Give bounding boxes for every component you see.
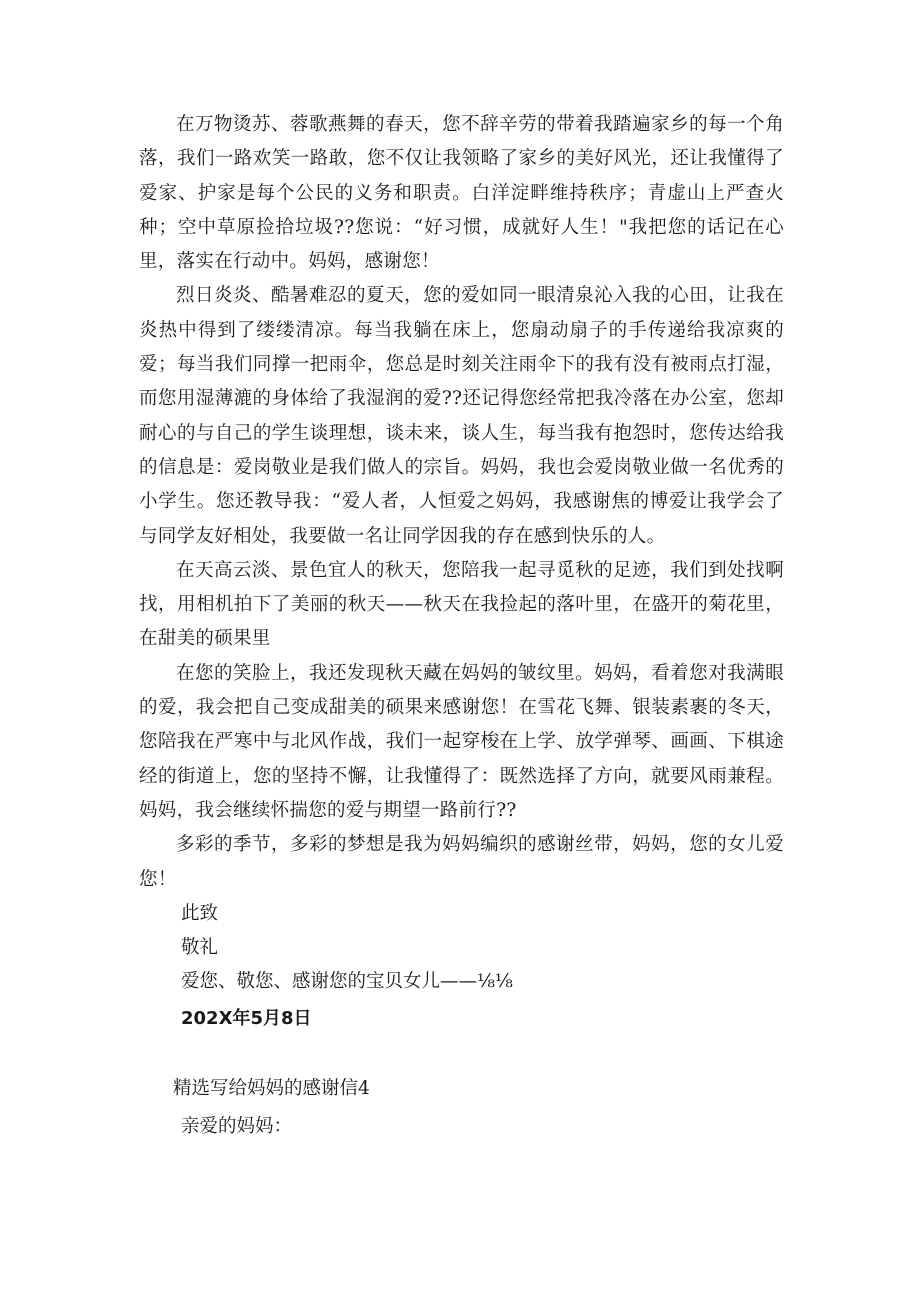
signature: 爱您、敬您、感谢您的宝贝女儿——⅛⅛ xyxy=(181,971,513,993)
paragraph-spring: 在万物烫苏、蓉歌燕舞的春天，您不辞辛劳的带着我踏遍家乡的每一个角落，我们一路欢笑一路敢，您不仅让我领略了家乡的美好风光，还让我懂得了爱家、护家是每个公民的义务和职责。白洋淀畔维持秩序；青虚山上严查火种；空中草原捡拾垃圾??您说：“好习惯，成就好人生！"我把您的话记在心里，落实在行动中。妈妈，感谢您！ xyxy=(139,114,784,273)
section-title: 精选写给妈妈的感谢信4 xyxy=(173,1077,370,1099)
salutation: 亲爱的妈妈： xyxy=(181,1115,293,1137)
paragraph-winter: 在您的笑脸上，我还发现秋天藏在妈妈的皱纹里。妈妈，看着您对我满眼的爱，我会把自己变成甜美的硕果来感谢您！在雪花飞舞、银装素裹的冬天，您陪我在严寒中与北风作战，我们一起穿梭在上学、放学弹琴、画画、下棋途经的街道上，您的坚持不懈，让我懂得了：既然选择了方向，就要风雨兼程。妈妈，我会继续怀揣您的爱与期望一路前行?? xyxy=(139,662,784,821)
paragraph-summer: 烈日炎炎、酷暑难忍的夏天，您的爱如同一眼清泉沁入我的心田，让我在炎热中得到了缕缕清凉。每当我躺在床上，您扇动扇子的手传递给我凉爽的爱；每当我们同撑一把雨伞，您总是时刻关注雨伞下的我有没有被雨点打湿，而您用湿薄漉的身体给了我湿润的爱??还记得您经常把我冷落在办公室，您却耐心的与自己的学生谈理想，谈未来，谈人生，每当我有抱怨时，您传达给我的信息是：爱岗敬业是我们做人的宗旨。妈妈，我也会爱岗敬业做一名优秀的小学生。您还教导我：“爱人者，人恒爱之妈妈，我感谢焦的博爱让我学会了与同学友好相处，我要做一名让同学因我的存在感到快乐的人。 xyxy=(139,285,784,547)
paragraph-autumn: 在天高云淡、景色宜人的秋天，您陪我一起寻觅秋的足迹，我们到处找啊找，用相机拍下了美丽的秋天——秋天在我捡起的落叶里，在盛开的菊花里，在甜美的硕果里 xyxy=(139,559,784,650)
letter-body xyxy=(139,108,784,1144)
closing-line-1: 此致 xyxy=(181,902,219,924)
letter-date: 202X年5月8日 xyxy=(181,1007,312,1029)
paragraph-conclusion: 多彩的季节，多彩的梦想是我为妈妈编织的感谢丝带，妈妈，您的女儿爱您！ xyxy=(139,834,784,890)
closing-line-2: 敬礼 xyxy=(181,937,219,959)
